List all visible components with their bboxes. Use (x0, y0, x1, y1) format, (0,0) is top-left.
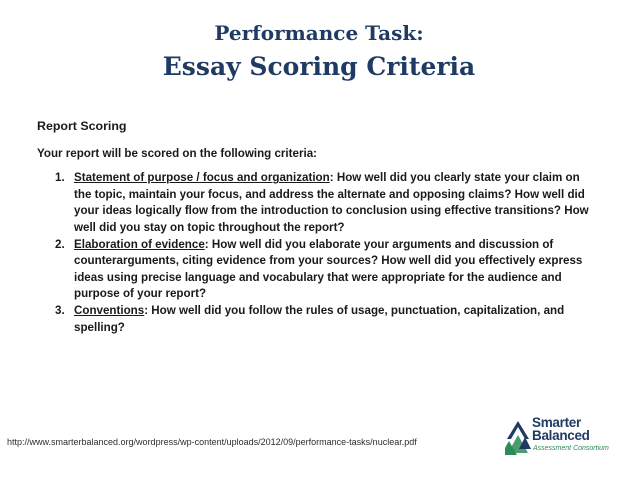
criteria-list (37, 170, 597, 336)
smarter-balanced-logo (505, 415, 629, 459)
criterion-number: 3. (55, 303, 65, 317)
criterion-item (37, 303, 597, 336)
criterion-text: : How well did you follow the rules of usage, punctuation, capitalization, and spelling? (74, 303, 565, 334)
slide-title-line1: Performance Task: (214, 21, 424, 45)
criterion-number: 1. (55, 171, 65, 185)
logo-text-smarter: Smarter (532, 415, 581, 430)
criterion-item (37, 170, 597, 236)
document-heading: Report Scoring (37, 119, 127, 133)
criterion-text: : How well did you elaborate your arguments and discussion of counterarguments, citing evidence from your sources? How well did you effectively express ideas using precise language and vocabulary that were appropriate for the audience and purpose of your report? (74, 237, 583, 301)
criterion-title: Elaboration of evidence (74, 237, 205, 251)
criterion-item (37, 237, 597, 303)
logo-triangles-icon (505, 415, 531, 455)
criterion-title: Statement of purpose / focus and organization (74, 171, 330, 185)
criterion-title: Conventions (74, 303, 145, 317)
document-intro: Your report will be scored on the following criteria: (37, 146, 317, 160)
criterion-number: 2. (55, 237, 65, 251)
criterion-text: : How well did you clearly state your claim on the topic, maintain your focus, and address the alternate and opposing claims? How well did your ideas logically flow from the introduction to conclusion using effective transitions? How well did you stay on topic throughout the report? (74, 171, 589, 234)
source-url-link[interactable]: http://www.smarterbalanced.org/wordpress/wp-content/uploads/2012/09/performance-tasks/nuclear.pdf (7, 437, 417, 447)
slide-title-line2: Essay Scoring Criteria (162, 52, 476, 81)
logo-text-consortium: Assessment Consortium (533, 445, 609, 452)
scoring-document (37, 118, 597, 336)
logo-text-balanced: Balanced (532, 428, 590, 443)
